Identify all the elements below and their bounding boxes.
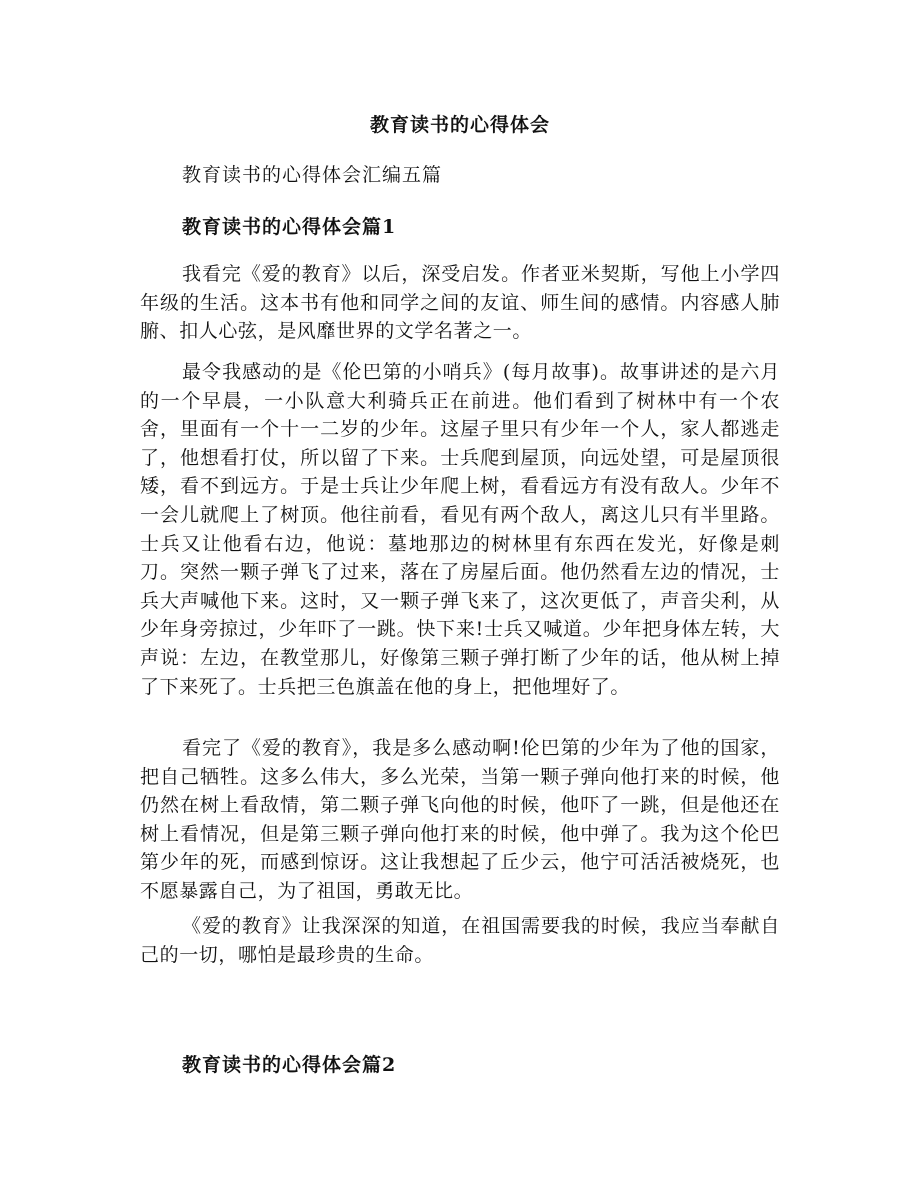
paragraph-3: 看完了《爱的教育》，我是多么感动啊!伦巴第的少年为了他的国家，把自己牺牲。这多么伟大，多么光荣，当第一颗子弹向他打来的时候，他仍然在树上看敌情，第二颗子弹飞向他的时候，他吓了一跳，但是他还在树上看情况，但是第三颗子弹向他打来的时候，他中弹了。我为这个伦巴第少年的死，而感到惊讶。这让我想起了丘少云，他宁可活活被烧死，也不愿暴露自己，为了祖国，勇敢无比。 bbox=[140, 737, 780, 902]
paragraph-1: 我看完《爱的教育》以后，深受启发。作者亚米契斯，写他上小学四年级的生活。这本书有他和同学之间的友谊、师生间的感情。内容感人肺腑、扣人心弦，是风靡世界的文学名著之一。 bbox=[140, 263, 780, 343]
paragraph-4: 《爱的教育》让我深深的知道，在祖国需要我的时候，我应当奉献自己的一切，哪怕是最珍贵的生命。 bbox=[140, 915, 780, 966]
section-heading-1: 教育读书的心得体会篇1 bbox=[182, 216, 397, 238]
section-heading-2: 教育读书的心得体会篇2 bbox=[182, 1054, 397, 1076]
paragraph-2: 最令我感动的是《伦巴第的小哨兵》(每月故事)。故事讲述的是六月的一个早晨，一小队意大利骑兵正在前进。他们看到了树林中有一个农舍，里面有一个十一二岁的少年。这屋子里只有少年一个人，家人都逃走了，他想看打仗，所以留了下来。士兵爬到屋顶，向远处望，可是屋顶很矮，看不到远方。于是士兵让少年爬上树，看看远方有没有敌人。少年不一会儿就爬上了树顶。他往前看，看见有两个敌人，离这儿只有半里路。士兵又让他看右边，他说：墓地那边的树林里有东西在发光，好像是刺刀。突然一颗子弹飞了过来，落在了房屋后面。他仍然看左边的情况，士兵大声喊他下来。这时，又一颗子弹飞来了，这次更低了，声音尖利，从少年身旁掠过，少年吓了一跳。快下来!士兵又喊道。少年把身体左转，大声说：左边，在教堂那儿，好像第三颗子弹打断了少年的话，他从树上掉了下来死了。士兵把三色旗盖在他的身上，把他埋好了。 bbox=[140, 361, 780, 698]
document-title: 教育读书的心得体会 bbox=[369, 114, 550, 136]
document-subtitle: 教育读书的心得体会汇编五篇 bbox=[182, 164, 443, 186]
